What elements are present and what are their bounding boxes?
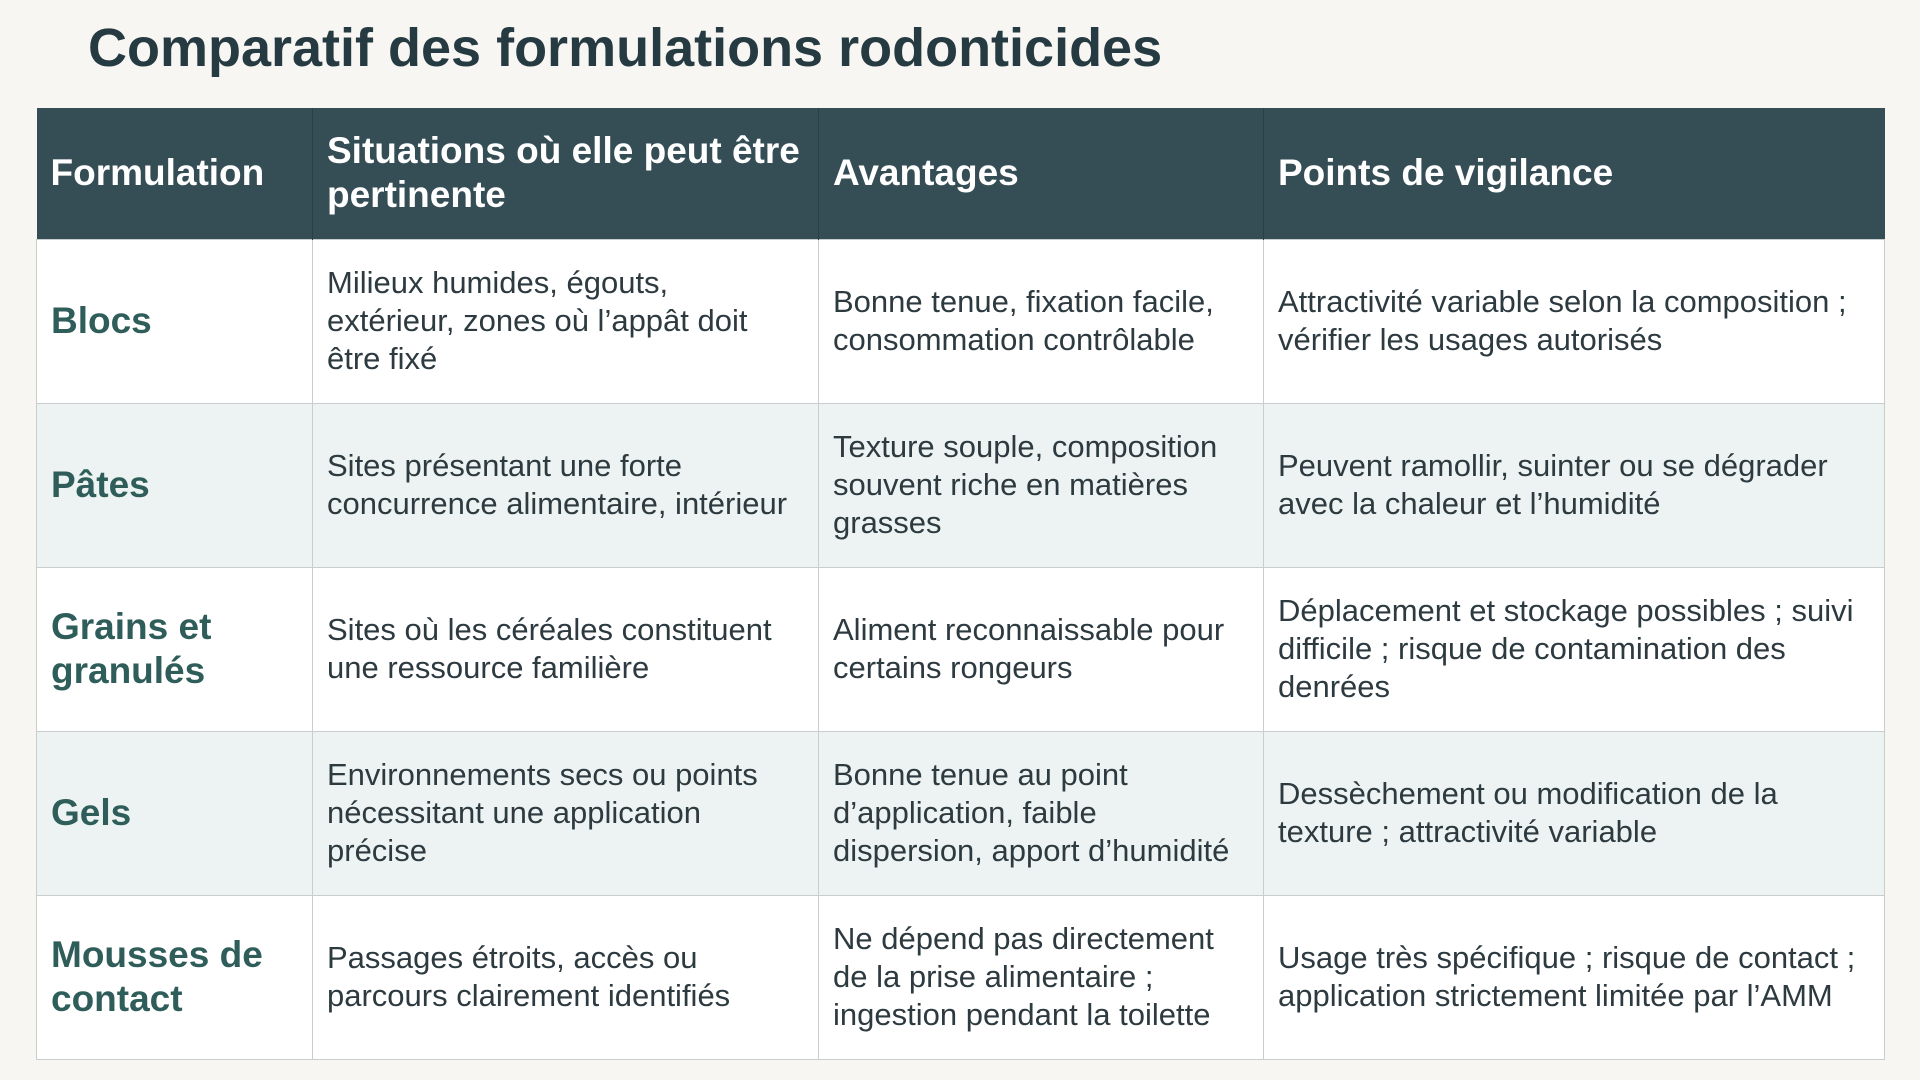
situations-cell: Passages étroits, accès ou parcours clairement identifiés — [313, 895, 819, 1059]
table-row — [37, 567, 1885, 731]
situations-cell: Sites présentant une forte concurrence alimentaire, intérieur — [313, 403, 819, 567]
table-row — [37, 895, 1885, 1059]
formulation-cell: Blocs — [37, 239, 313, 403]
situations-cell: Environnements secs ou points nécessitant une application précise — [313, 731, 819, 895]
avantages-cell: Bonne tenue au point d’application, faible dispersion, apport d’humidité — [819, 731, 1264, 895]
table-row — [37, 403, 1885, 567]
vigilance-cell: Usage très spécifique ; risque de contact ; application strictement limitée par l’AMM — [1264, 895, 1885, 1059]
table-row — [37, 239, 1885, 403]
header-avantages: Avantages — [819, 108, 1264, 239]
formulation-cell: Grains et granulés — [37, 567, 313, 731]
comparison-table — [36, 108, 1885, 1060]
formulation-cell: Mousses de contact — [37, 895, 313, 1059]
situations-cell: Sites où les céréales constituent une ressource familière — [313, 567, 819, 731]
vigilance-cell: Attractivité variable selon la composition ; vérifier les usages autorisés — [1264, 239, 1885, 403]
avantages-cell: Ne dépend pas directement de la prise alimentaire ; ingestion pendant la toilette — [819, 895, 1264, 1059]
page-title: Comparatif des formulations rodonticides — [88, 18, 1163, 78]
table-row — [37, 731, 1885, 895]
avantages-cell: Texture souple, composition souvent riche en matières grasses — [819, 403, 1264, 567]
comparison-table-container — [36, 108, 1884, 1060]
formulation-cell: Pâtes — [37, 403, 313, 567]
formulation-cell: Gels — [37, 731, 313, 895]
table-header-row — [37, 108, 1885, 239]
header-formulation: Formulation — [37, 108, 313, 239]
vigilance-cell: Dessèchement ou modification de la texture ; attractivité variable — [1264, 731, 1885, 895]
avantages-cell: Aliment reconnaissable pour certains rongeurs — [819, 567, 1264, 731]
header-vigilance: Points de vigilance — [1264, 108, 1885, 239]
header-situations: Situations où elle peut être pertinente — [313, 108, 819, 239]
vigilance-cell: Déplacement et stockage possibles ; suivi difficile ; risque de contamination des denrées — [1264, 567, 1885, 731]
avantages-cell: Bonne tenue, fixation facile, consommation contrôlable — [819, 239, 1264, 403]
situations-cell: Milieux humides, égouts, extérieur, zones où l’appât doit être fixé — [313, 239, 819, 403]
vigilance-cell: Peuvent ramollir, suinter ou se dégrader avec la chaleur et l’humidité — [1264, 403, 1885, 567]
